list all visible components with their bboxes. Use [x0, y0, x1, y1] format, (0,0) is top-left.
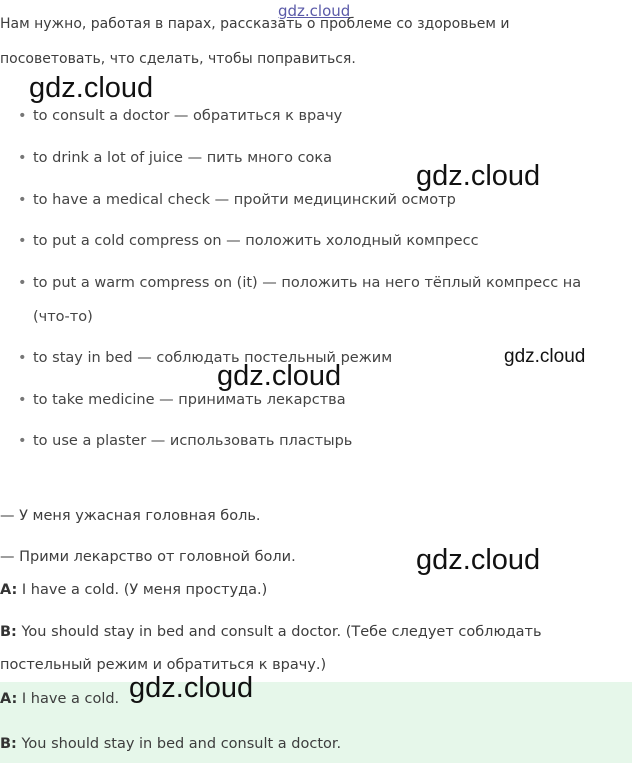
speaker-b-label: B: [0, 624, 17, 640]
vocab-text: to drink a lot of juice — пить много сока [33, 150, 333, 166]
watermark: gdz.cloud [504, 346, 586, 367]
dialog-line-a [0, 582, 267, 598]
vocab-text: to put a warm compress on (it) — положить на него тёплый компресс на [33, 275, 582, 291]
answer-a-text: I have a cold. [17, 691, 120, 707]
top-watermark-link[interactable]: gdz.cloud [278, 2, 351, 20]
speaker-a-label: A: [0, 582, 18, 598]
answer-b-label: B: [0, 736, 17, 752]
watermark: gdz.cloud [29, 72, 154, 104]
dialog-line-b-cont: постельный режим и обратиться к врачу.) [0, 657, 327, 673]
example-line-1: — У меня ужасная головная боль. [0, 508, 261, 524]
vocab-text: to stay in bed — соблюдать постельный режим [33, 350, 393, 366]
dialog-a-text: I have a cold. (У меня простуда.) [17, 582, 268, 598]
answer-b-text: You should stay in bed and consult a doctor. [16, 736, 342, 752]
vocab-text: to have a medical check — пройти медицинский осмотр [33, 192, 456, 208]
vocab-text: to take medicine — принимать лекарства [33, 392, 346, 408]
answer-line-b [0, 736, 341, 752]
vocab-text: to consult a doctor — обратиться к врачу [33, 108, 343, 124]
dialog-line-b [0, 624, 542, 640]
watermark: gdz.cloud [416, 544, 541, 576]
intro-line-2: посоветовать, что сделать, чтобы поправиться. [0, 51, 356, 67]
vocab-text-cont: (что-то) [33, 309, 93, 325]
vocab-text: to put a cold compress on — положить холодный компресс [33, 233, 479, 249]
answer-a-label: A: [0, 691, 18, 707]
example-line-2: — Прими лекарство от головной боли. [0, 549, 296, 565]
watermark: gdz.cloud [416, 160, 541, 192]
intro-line-1: Нам нужно, работая в парах, рассказать о проблеме со здоровьем и [0, 16, 510, 32]
watermark: gdz.cloud [217, 360, 342, 392]
answer-line-a [0, 691, 119, 707]
watermark: gdz.cloud [129, 672, 254, 704]
vocab-text: to use a plaster — использовать пластырь [33, 433, 353, 449]
dialog-b-text: You should stay in bed and consult a doctor. (Тебе следует соблюдать [16, 624, 542, 640]
